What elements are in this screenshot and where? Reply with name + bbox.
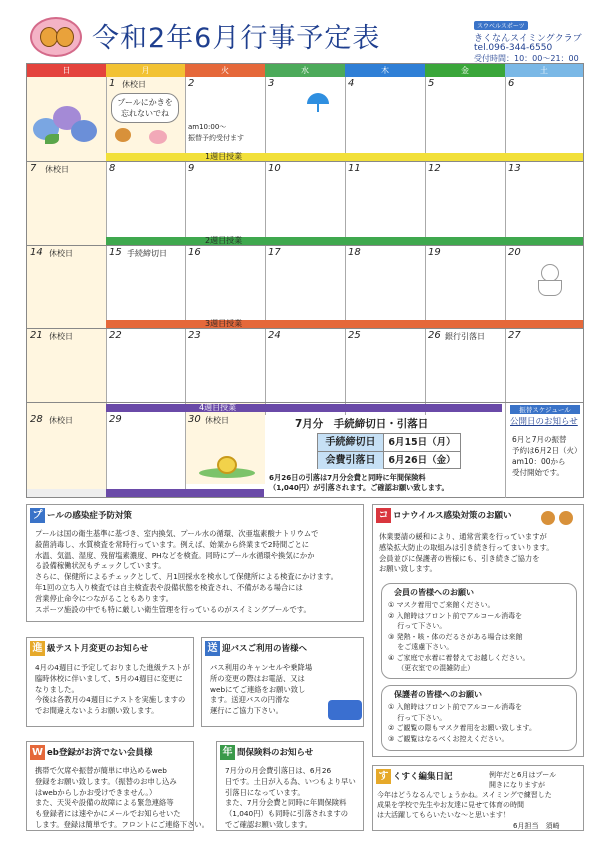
hydrangea-icon [31,104,99,148]
corona-section [372,504,584,757]
section-body: 4月の4週目に予定しておりました進級テストが 臨時休校に伴いまして、5月の4週目に変更に なりました。 今後は各教月の4週目にテストを実施しますの でお間違えないようお願い致します。 [35,663,190,716]
day-number: 20 [508,247,521,258]
week-band-4-label: 4週目授業 [199,403,237,412]
section-heading: W eb登録がお済でない会員様 [31,747,153,758]
day-number: 23 [188,330,201,341]
day-number: 17 [268,247,281,258]
day-number: 25 [348,330,361,341]
furikae-notice: 振替スケジュール 公開日のお知らせ 6月と7月の振替 予約は6月2日（火） am10：00から 受付開始です。 [505,404,583,498]
bear-icon [559,511,573,525]
page-title: 令和2年6月行事予定表 [92,23,381,54]
day-number: 6 [508,78,515,89]
day-number: 8 [109,163,116,174]
day-number: 14 [30,247,43,258]
umbrella-icon [307,93,329,104]
weekday-thu: 木 [345,64,425,77]
weekday-tue: 火 [185,64,265,77]
bear-icon [115,128,131,142]
section-body: 7月分の月会費引落日は、6月26 日です。土日が入る為、いつもより早い 引落日になっています。 また、7月分会費と同時に年間保険料 （1,040円）も同時に引落されますの でご確認お願い致します。 [225,766,356,829]
section-body: 携帯で欠席や振替が簡単に申込めるweb 登録をお願い致します。（振替のお申し込み はwebからしかお受けできません。） また、天災や設備の故障による緊急連絡等 も登録者には速やかにメールでお知らせいた します。登録は簡単です。フロントにご連絡下さい。 [35,766,209,829]
week-band-2-label: 2週目授業 [205,236,243,245]
day-number: 16 [188,247,201,258]
day-note: am10:00～ [188,123,227,131]
day-note: 休校日 [205,416,229,425]
day-number: 24 [268,330,281,341]
day-number: 4 [348,78,355,89]
section-heading: プ ールの感染症予防対策 [30,508,132,523]
section-heading: コ ロナウイルス感染対策のお願い [376,508,512,523]
calendar [26,63,584,498]
day-number: 9 [188,163,195,174]
signature: 6月担当 須崎 [513,822,560,830]
weekday-fri: 金 [425,64,505,77]
day-note: 振替予約受付ます [188,134,244,142]
test-change-section [26,637,194,727]
snail-icon [199,456,255,478]
day-number: 13 [508,163,521,174]
day-note: 休校日 [49,249,73,258]
day-number: 7 [30,163,37,174]
bear-icon [56,27,74,47]
section-heading: 送 迎バスご利用の皆様へ [205,641,307,656]
speech-bubble: プールにかきを 忘れないでね [111,93,179,123]
section-heading: 進 級テスト月変更のお知らせ [30,641,148,656]
day-number: 18 [348,247,361,258]
week-band-2 [106,237,583,245]
day-number: 19 [428,247,441,258]
section-body: プールは国の衛生基準に基づき、室内換気、プール水の循環、次亜塩素酸ナトリウムで 殺菌消毒し、水質検査を常時行っています。例えば、始業から終業まで2時間ごとに 水温、気温、湿度、残留塩素濃度、PHなどを検査。同時にプール水循環や換気にかか る設備稼働状況もチェックしています。 さらに、保健所によるチェックとして、月1回採水を検水して保健所による検査にかけます。 年1回の立ち入り検査では自主検査表や設備状態を検査され、不備がある場合には 営業停止命令につながることもあります。 スポーツ施設の中でも特に厳しい衛生管理を行っているのがスイミングプールです。 [35,529,338,614]
day-number: 30 [188,414,201,425]
weekday-sat: 土 [505,64,583,77]
section-body: 休業要請の緩和により、通常営業を行っていますが 感染拡大防止の取組みは引き続き行ってまいります。 会員並びに保護者の皆様にも、引き続きご協力を お願い致します。 [379,532,554,574]
day-note: 休校日 [49,416,73,425]
day-number: 28 [30,414,43,425]
day-note: 休校日 [45,165,69,174]
july-notice: 7月分 手続締切日・引落日 手続締切日 6月15日（月） 会費引落日 6月26日（金） 6月26日の引落は7月分会費と同時に年間保険料 （1,040円）が引落されます。ご確認お願い致します。 [265,416,505,498]
day-number: 2 [188,78,195,89]
editor-diary-section: す くすく編集日記 例年だと6月はプール 開きになりますが 今年はどうなるんでしょうかね。スイミングで練習した 成果を学校で先生やお友達に見せて体育の時間 は大活躍してもらいたいな～と思います！ 6月担当 須崎 [372,765,584,831]
club-tag: スウベルスポーツ [474,21,528,30]
day-number: 11 [348,163,361,174]
july-title: 7月分 手続締切日・引落日 [295,418,429,430]
day-number: 3 [268,78,275,89]
bear-icon [541,511,555,525]
week-band-3-label: 3週目授業 [205,319,243,328]
week-band-4 [106,404,502,412]
weekday-wed: 水 [265,64,345,77]
club-hours: 受付時間：10：00～21：00 [474,54,579,63]
day-number: 26 [428,330,441,341]
bus-icon [328,700,362,720]
day-note: 休校日 [122,80,146,89]
weekday-sun: 日 [27,64,106,77]
day-note: 銀行引落日 [445,332,485,341]
day-number: 10 [268,163,281,174]
guardians-request: 保護者の皆様へのお願い ① 入館時はフロント前でアルコール消毒を 行って下さい。 ② ご観覧の際もマスク着用をお願い致します。 ③ ご観覧はなるべくお控えください。 [381,685,577,751]
day-number: 29 [109,414,122,425]
day-number: 21 [30,330,43,341]
week-band-4b [106,489,264,497]
july-table: 手続締切日 6月15日（月） 会費引落日 6月26日（金） [317,433,461,469]
day-number: 5 [428,78,435,89]
weekday-mon: 月 [106,64,185,77]
section-heading: 年 間保険料のお知らせ [220,745,313,760]
pool-section [26,504,364,622]
day-number: 1 [109,78,116,89]
web-section [26,741,209,831]
day-note: 手続締切日 [127,249,167,258]
day-note: 休校日 [49,332,73,341]
bus-section [201,637,364,727]
members-request: 会員の皆様へのお願い ① マスク着用でご来館ください。 ② 入館時はフロント前でアルコール消毒を 行って下さい。 ③ 発熱・咳・体のだるさがある場合は来館 をご遠慮下さい。 ④ ご家庭で水着に着替えてお越しください。 （更衣室での混雑防止） [381,583,577,679]
day-number: 15 [109,247,122,258]
club-name: きくなんスイミングクラブ [474,34,582,44]
section-body: バス利用のキャンセルや乗降場 所の変更の際はお電話、又は webにてご連絡をお願い致し ます。送迎バスの円滑な 運行にご協力下さい。 [210,663,313,716]
club-tel: tel.096-344-6550 [474,43,553,53]
day-number: 27 [508,330,521,341]
section-body: 今年はどうなるんでしょうかね。スイミングで練習した 成果を学校で先生やお友達に見せて体育の時間 は大活躍してもらいたいな～と思います！ [377,791,552,819]
insurance-section [216,741,364,831]
bear-icon [149,130,167,144]
club-logo [30,17,82,57]
furikae-title: 公開日のお知らせ [510,417,578,427]
section-heading: す くすく編集日記 [376,769,453,784]
week-band-1-label: 1週目授業 [205,152,243,161]
week-band-3 [106,320,583,328]
day-number: 12 [428,163,441,174]
week-band-1 [106,153,583,161]
day-number: 22 [109,330,122,341]
